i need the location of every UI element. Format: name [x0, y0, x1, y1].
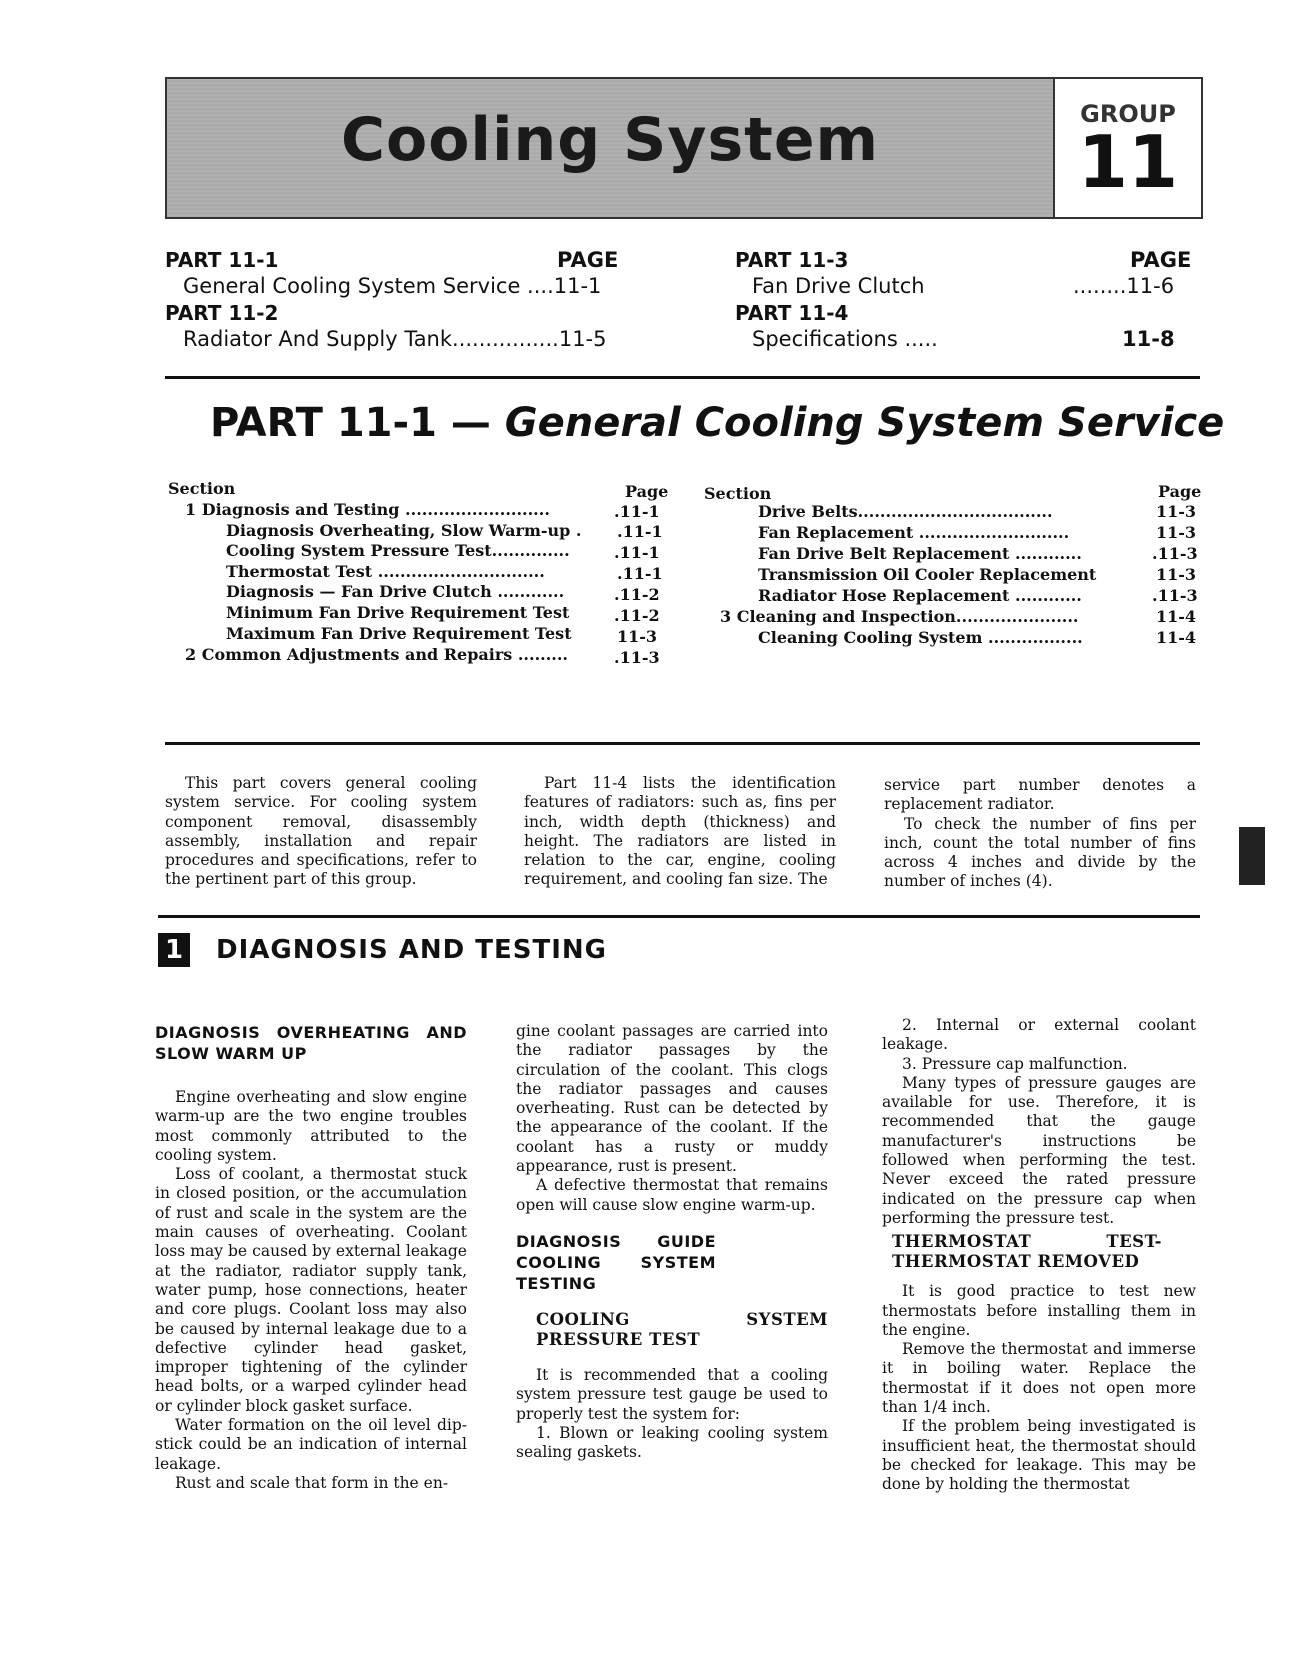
index-right-section-head: Section [704, 484, 772, 503]
part-heading-prefix: PART 11-1 — [210, 400, 505, 446]
group-number: 11 [1077, 120, 1179, 204]
index-item[interactable]: Diagnosis — Fan Drive Clutch ............ [226, 582, 565, 601]
body-paragraph: If the problem being investigated is insufficient heat, the thermostat should be checked for leakage. This may be done by holding the thermostat [882, 1417, 1196, 1494]
body-column-2 [516, 1022, 828, 1462]
index-item-page: .11-3 [1152, 586, 1198, 605]
index-item[interactable]: Cooling System Pressure Test.............. [226, 541, 570, 560]
body-paragraph: Remove the thermostat and immerse it in boiling water. Replace the thermostat if it does not open more than 1/4 inch. [882, 1340, 1196, 1417]
index-item-page: .11-1 [614, 543, 660, 562]
index-item[interactable]: Thermostat Test .............................. [226, 562, 545, 581]
part-heading-title: General Cooling System Service [504, 400, 1225, 446]
edge-tab-marker [1239, 827, 1265, 885]
subsection-heading: COOLING SYSTEM PRESSURE TEST [536, 1309, 828, 1349]
body-paragraph: gine coolant passages are carried into the radiator passages by the circulation of the coolant. This clogs the radiator passages and causes overheating. Rust can be detected by the appearance of the coolant. If the coolant has a rusty or muddy appearance, rust is present. [516, 1022, 828, 1176]
index-item-page: .11-3 [614, 648, 660, 667]
index-item[interactable]: Cleaning Cooling System ................. [758, 628, 1083, 647]
divider-rule [165, 742, 1200, 745]
body-paragraph: 1. Blown or leaking cooling system sealing gaskets. [516, 1423, 828, 1462]
index-item[interactable]: 2 Common Adjustments and Repairs ......... [185, 645, 568, 664]
divider-rule [165, 376, 1200, 379]
section-title: DIAGNOSIS AND TESTING [216, 935, 608, 965]
toc-part1-label: PART 11-1 [165, 248, 279, 272]
index-item-page: .11-1 [617, 522, 663, 541]
index-item[interactable]: 3 Cleaning and Inspection...................... [720, 607, 1079, 626]
part-heading [210, 400, 1225, 446]
index-item[interactable]: Radiator Hose Replacement ............ [758, 586, 1082, 605]
toc-part4-item[interactable]: Specifications ..... [752, 327, 938, 351]
subsection-heading: DIAGNOSIS OVERHEATING AND SLOW WARM UP [155, 1023, 467, 1063]
index-item[interactable]: Diagnosis Overheating, Slow Warm-up . [226, 521, 582, 540]
index-item-page: .11-3 [1152, 544, 1198, 563]
index-item-page: .11-2 [614, 585, 660, 604]
toc-part2-item[interactable]: Radiator And Supply Tank................11-5 [183, 327, 607, 351]
index-item-page: .11-1 [617, 564, 663, 583]
subsection-heading: DIAGNOSIS GUIDE COOLING SYSTEM TESTING [516, 1231, 716, 1293]
index-item[interactable]: Fan Replacement ........................... [758, 523, 1070, 542]
index-item-page: .11-1 [614, 502, 660, 521]
toc-part4-page: 11-8 [1122, 327, 1175, 351]
toc-right-page-head: PAGE [1130, 248, 1192, 272]
index-left-section-head: Section [168, 479, 236, 498]
body-paragraph: It is recommended that a cooling system pressure test gauge be used to properly test the system for: [516, 1365, 828, 1423]
index-item[interactable]: 1 Diagnosis and Testing .......................... [185, 500, 550, 519]
body-paragraph: A defective thermostat that remains open will cause slow engine warm-up. [516, 1176, 828, 1214]
subsection-heading: THERMOSTAT TEST- THERMOSTAT REMOVED [892, 1232, 1162, 1272]
body-paragraph: It is good practice to test new thermostats before installing them in the engine. [882, 1282, 1196, 1339]
index-item-page: 11-4 [1156, 607, 1197, 626]
intro-paragraph: To check the number of fins per inch, count the total number of fins across 4 inches and divide by the number of inches (4). [884, 814, 1196, 891]
intro-paragraph: This part covers general cooling system service. For cooling system component removal, disassembly assembly, installation and repair procedures and specifications, refer to the pertinent part of this group. [165, 774, 477, 889]
body-paragraph: Many types of pressure gauges are available for use. Therefore, it is recommended that the gauge manufacturer's instructions be followed when performing the test. Never exceed the rated pressure indicated on the pressure cap when performing the pressure test. [882, 1073, 1196, 1227]
body-paragraph: Engine overheating and slow engine warm-up are the two engine troubles most commonly attributed to the cooling system. [155, 1088, 467, 1164]
group-label: GROUP [1080, 100, 1176, 128]
index-item[interactable]: Fan Drive Belt Replacement ............ [758, 544, 1082, 563]
index-item[interactable]: Minimum Fan Drive Requirement Test [226, 603, 570, 622]
divider-rule [158, 915, 1200, 918]
page-title: Cooling System [340, 105, 880, 175]
toc-part2-label: PART 11-2 [165, 301, 279, 325]
body-column-3 [882, 1016, 1196, 1495]
toc-part3-item[interactable]: Fan Drive Clutch [752, 274, 925, 298]
body-paragraph: Water formation on the oil level dip-stick could be an indication of internal leakage. [155, 1416, 467, 1473]
body-paragraph: Loss of coolant, a thermostat stuck in closed position, or the accumulation of rust and scale in the system are the main causes of overheating. Coolant loss may be caused by external leakage at the radiator, radiator supply tank, water pump, hose connections, heater and core plugs. Coolant loss may also be caused by internal leakage due to a defective cylinder head gasket, improper tightening of the cylinder head bolts, or a warped cylinder head or cylinder block gasket surface. [155, 1165, 467, 1415]
index-item-page: 11-4 [1156, 628, 1197, 647]
body-paragraph: Rust and scale that form in the en- [175, 1473, 449, 1492]
intro-paragraph: Part 11-4 lists the identification features of radiators: such as, fins per inch, width depth (thickness) and height. The radiators are listed in relation to the car, engine, cooling requirement, and cooling fan size. The [524, 774, 836, 889]
intro-column-1 [165, 774, 477, 890]
body-column-1 [155, 1022, 467, 1493]
toc-left-page-head: PAGE [557, 248, 619, 272]
index-item-page: 11-3 [617, 627, 658, 646]
intro-column-3 [884, 776, 1196, 892]
toc-part4-label: PART 11-4 [735, 301, 849, 325]
body-paragraph: 2. Internal or external coolant leakage. [882, 1016, 1196, 1054]
intro-paragraph: service part number denotes a replacement radiator. [884, 776, 1196, 814]
index-item[interactable]: Drive Belts................................... [758, 502, 1053, 521]
index-item-page: 11-3 [1156, 565, 1197, 584]
index-left-page-head: Page [625, 482, 669, 501]
section-number-badge: 1 [158, 933, 190, 967]
index-right-page-head: Page [1158, 482, 1202, 501]
toc-part1-item[interactable]: General Cooling System Service ....11-1 [183, 274, 602, 298]
index-item[interactable]: Transmission Oil Cooler Replacement [758, 565, 1097, 584]
toc-part3-label: PART 11-3 [735, 248, 849, 272]
index-item-page: 11-3 [1156, 502, 1197, 521]
index-item-page: 11-3 [1156, 523, 1197, 542]
intro-column-2 [524, 774, 836, 890]
index-item[interactable]: Maximum Fan Drive Requirement Test [226, 624, 572, 643]
toc-part3-page: ........11-6 [1073, 274, 1175, 298]
index-item-page: .11-2 [614, 606, 660, 625]
body-paragraph: 3. Pressure cap malfunction. [902, 1054, 1128, 1073]
